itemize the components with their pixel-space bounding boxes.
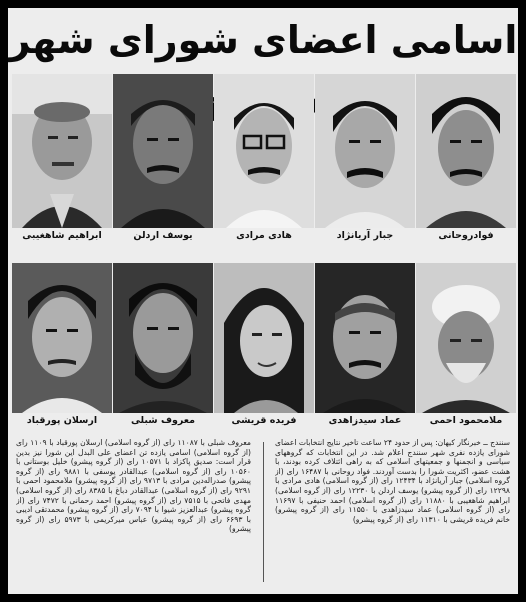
portrait-man-glasses-icon	[214, 74, 314, 228]
portrait-card	[416, 74, 516, 241]
portrait-young-man-icon	[416, 74, 516, 228]
portrait-row-bottom	[12, 263, 514, 426]
portrait-card	[416, 263, 516, 426]
portrait-young-man-icon	[12, 263, 112, 413]
portrait-card	[315, 263, 415, 426]
portrait-elderly-man-turban-icon	[416, 263, 516, 413]
column-divider	[263, 442, 264, 582]
portrait-caption: هادی مرادی	[236, 230, 292, 241]
portrait-card	[113, 263, 213, 426]
headline: اسامی اعضای شورای شهر	[8, 18, 518, 62]
portrait-card	[214, 74, 314, 241]
portrait-card	[315, 74, 415, 241]
portrait-balding-man-icon	[315, 263, 415, 413]
portrait-elderly-man-icon	[12, 74, 112, 228]
article-column-left	[16, 438, 251, 588]
portrait-card	[12, 263, 112, 426]
portrait-row-top	[12, 74, 514, 241]
portrait-woman-icon	[214, 263, 314, 413]
portrait-caption: ملامحمود احمی	[429, 415, 503, 426]
portrait-caption: ابراهیم شاهغیبی	[22, 230, 102, 241]
portrait-caption: یوسف اردلن	[133, 230, 193, 241]
portrait-caption: معروف شبلی	[130, 415, 196, 426]
portrait-caption: جبار آریانژاد	[336, 230, 394, 241]
portrait-bearded-man-icon	[113, 263, 213, 413]
article-body	[16, 438, 510, 590]
portrait-card	[12, 74, 112, 241]
portrait-caption: فریده قریشی	[231, 415, 297, 426]
portrait-caption: ارسلان پورقباد	[26, 415, 98, 426]
portrait-caption: عماد سیدزاهدی	[328, 415, 402, 426]
portrait-caption: فوادروحانی	[438, 230, 494, 241]
article-text: سنندج ــ خبرنگار کیهان: پس از حدود ۲۴ ساعت تاخیر نتایج انتخابات اعضای شورای یازده نفری شهر سنندج اعلام شد. در این انتخابات که گروههای سیاسی و انجمنها و جمعیتهای اسلامی که به راهی ائتلاف کرده بودند، با هشت عضو، اکثریت شورا را بدست آوردند. فواد روحانی با ۱۶۴۸۷ رای (از گروه اسلامی) جبار آریانژاد با ۱۲۴۳۴ رای (از گروه اسلامی) هادی مرادی با ۱۲۲۹۸ رای (از گروه پیشرو) یوسف اردلن با ۱۲۲۳۰ رای (از گروه اسلامی) ابراهیم شاهغیبی با ۱۱۸۸۰ رای (از گروه اسلامی) احمد حنیفی با ۱۱۶۹۷ رای (از گروه اسلامی) عماد سیدزاهدی با ۱۱۵۵۰ رای (از گروه پیشرو) خانم فریده قریشی با ۱۱۳۱۰ رای (از گروه پیشرو)	[275, 438, 510, 524]
newspaper-clipping	[8, 8, 518, 594]
portrait-card	[113, 74, 213, 241]
portrait-man-moustache-icon	[113, 74, 213, 228]
article-text: معروف شبلی با ۱۱۰۸۷ رای (از گروه اسلامی) ارسلان پورقباد با ۱۱۰۹ رای (از گروه اسلامی) اسامی یازده تن اعضای علی البدل این شورا نیز بدین قرار است: صدیق پاکزاد با ۱۰۵۷۱ رای (از گروه پیشرو) خلیل بوستانی با ۱۰۵۶۰ رای (از گروه اسلامی) عبدالقادر یوسفی با ۹۸۸۱ رای (از گروه پیشرو) صدراله‌دین مرادی با ۹۷۱۳ رای (از گروه پیشرو) ملامحمود احمی با ۹۲۹۱ رای (از گروه اسلامی) عبدالقادر دباغ با ۸۳۸۵ رای (از گروه اسلامی) مهدی فاتحی با ۷۵۱۵ رای (از گروه پیشرو) احمد رحمانی با ۷۴۷۲ رای (از گروه پیشرو) عبدالعزیز شیوا با ۷۰۹۴ رای (از گروه پیشرو) محمدتقی ادیبی با ۶۶۹۳ رای (از گروه پیشرو) عباس میرکریمی با ۵۹۷۳ رای (از گروه پیشرو)	[16, 438, 251, 534]
portrait-card	[214, 263, 314, 426]
article-column-right	[275, 438, 510, 588]
portrait-man-moustache-icon	[315, 74, 415, 228]
